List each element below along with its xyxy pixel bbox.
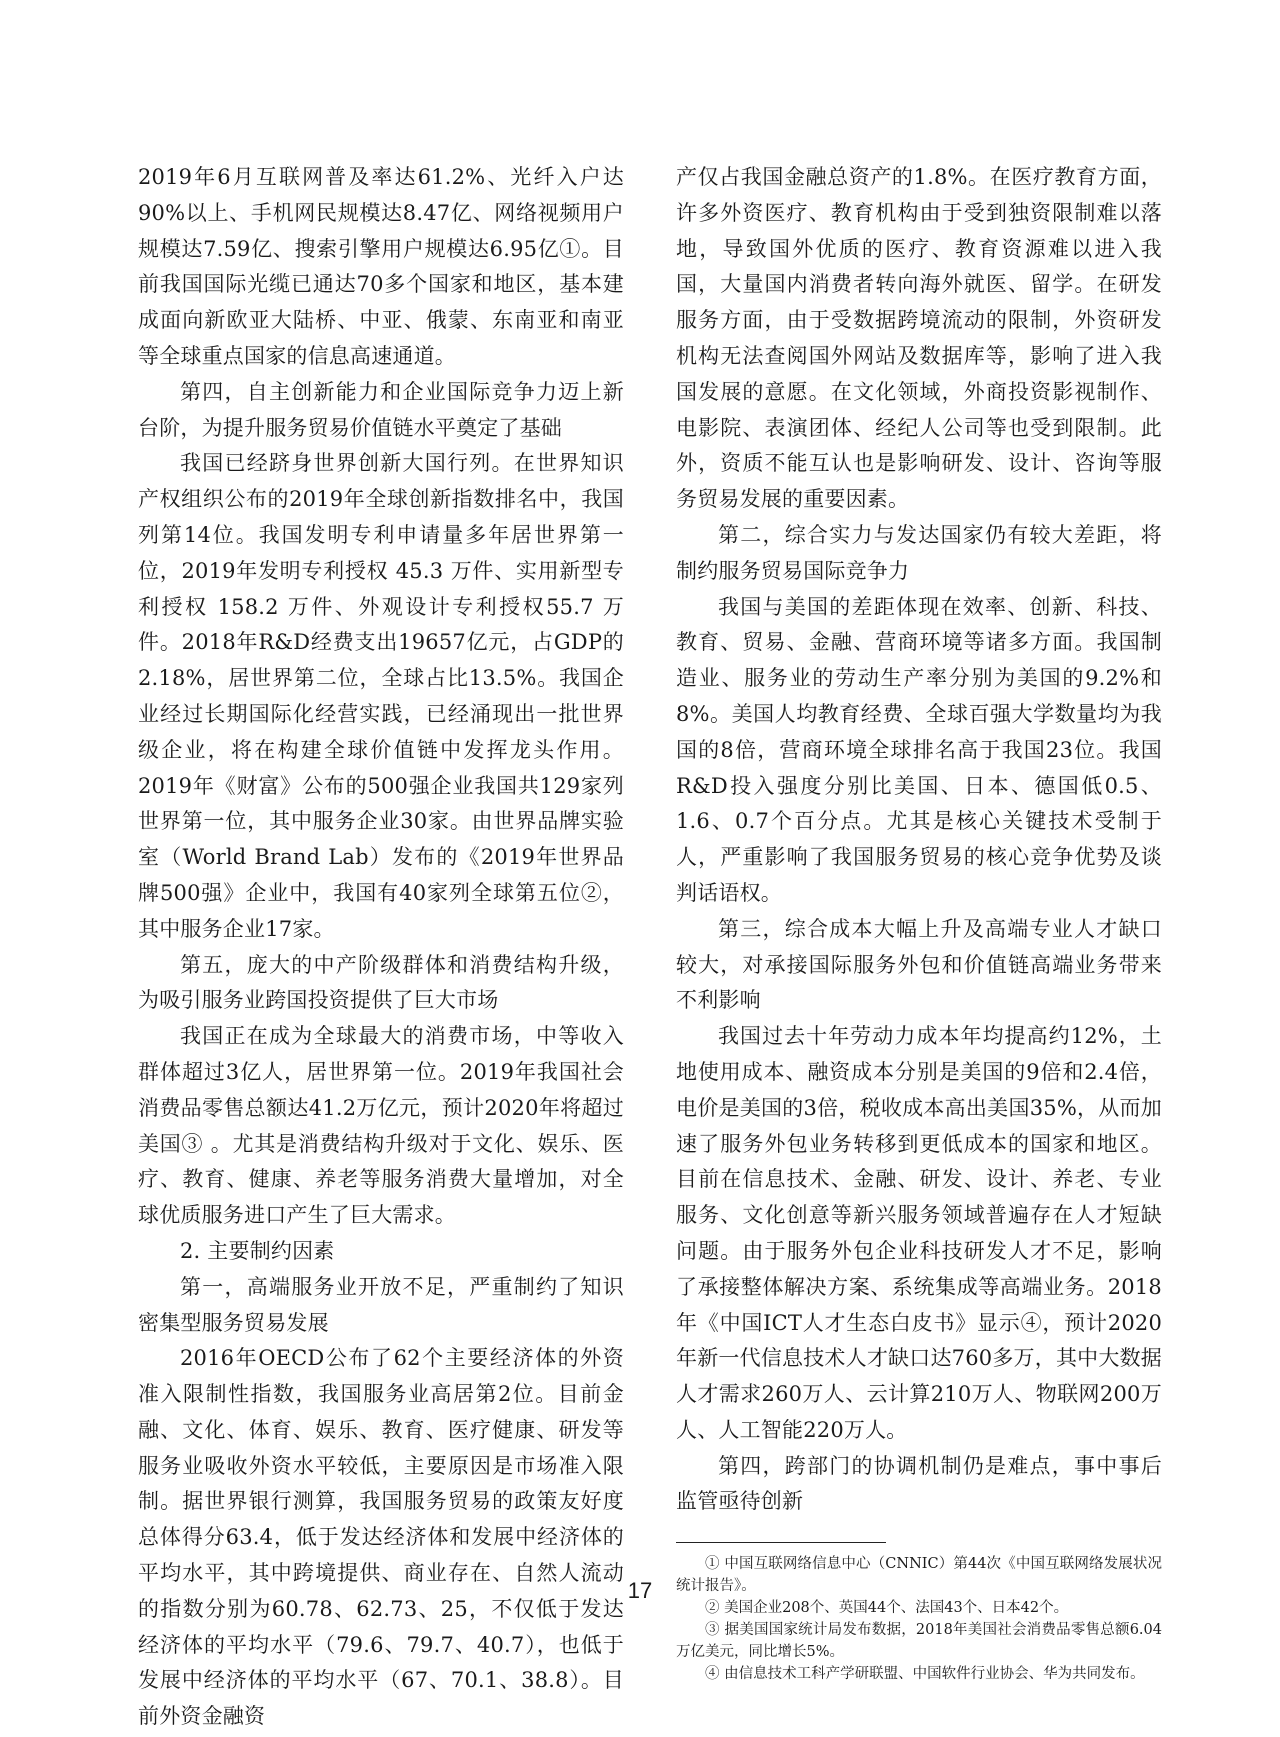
paragraph: 我国已经跻身世界创新大国行列。在世界知识产权组织公布的2019年全球创新指数排名中，我国列第14位。我国发明专利申请量多年居世界第一位，2019年发明专利授权 45.3 万件、实用新型专利授权 158.2 万件、外观设计专利授权55.7 万件。2018年R&D经费支出19657亿元，占GDP的2.18%，居世界第二位，全球占比13.5%。我国企业经过长期国际化经营实践，已经涌现出一批世界级企业，将在构建全球价值链中发挥龙头作用。2019年《财富》公布的500强企业我国共129家列世界第一位，其中服务企业30家。由世界品牌实验室（World Brand Lab）发布的《2019年世界品牌500强》企业中，我国有40家列全球第五位②，其中服务企业17家。 — [138, 451, 624, 941]
paragraph: 2019年6月互联网普及率达61.2%、光纤入户达90%以上、手机网民规模达8.47亿、网络视频用户规模达7.59亿、搜索引擎用户规模达6.95亿①。目前我国国际光缆已通达70多个国家和地区，基本建成面向新欧亚大陆桥、中亚、俄蒙、东南亚和南亚等全球重点国家的信息高速通道。 — [138, 165, 624, 368]
paragraph: 我国过去十年劳动力成本年均提高约12%，土地使用成本、融资成本分别是美国的9倍和2.4倍，电价是美国的3倍，税收成本高出美国35%，从而加速了服务外包业务转移到更低成本的国家和地区。目前在信息技术、金融、研发、设计、养老、专业服务、文化创意等新兴服务领域普遍存在人才短缺问题。由于服务外包企业科技研发人才不足，影响了承接整体解决方案、系统集成等高端业务。2018年《中国ICT人才生态白皮书》显示④，预计2020年新一代信息技术人才缺口达760多万，其中大数据人才需求260万人、云计算210万人、物联网200万人、人工智能220万人。 — [676, 1024, 1162, 1442]
section-heading: 第五，庞大的中产阶级群体和消费结构升级，为吸引服务业跨国投资提供了巨大市场 — [138, 952, 624, 1013]
subsection-heading: 2. 主要制约因素 — [180, 1238, 335, 1263]
left-column — [138, 160, 624, 1735]
right-column — [676, 160, 1162, 1685]
section-heading: 第四，跨部门的协调机制仍是难点，事中事后监管亟待创新 — [676, 1453, 1162, 1514]
paragraph: 2016年OECD公布了62个主要经济体的外资准入限制性指数，我国服务业高居第2位。目前金融、文化、体育、娱乐、教育、医疗健康、研发等服务业吸收外资水平较低，主要原因是市场准入限制。据世界银行测算，我国服务贸易的政策友好度总体得分63.4，低于发达经济体和发展中经济体的平均水平，其中跨境提供、商业存在、自然人流动的指数分别为60.78、62.73、25，不仅低于发达经济体的平均水平（79.6、79.7、40.7），也低于发展中经济体的平均水平（67、70.1、38.8）。目前外资金融资 — [138, 1346, 624, 1729]
footnote: ④ 由信息技术工科产学研联盟、中国软件行业协会、华为共同发布。 — [705, 1666, 1145, 1683]
paragraph: 我国正在成为全球最大的消费市场，中等收入群体超过3亿人，居世界第一位。2019年我国社会消费品零售总额达41.2万亿元，预计2020年将超过美国③ 。尤其是消费结构升级对于文化、娱乐、医疗、教育、健康、养老等服务消费大量增加，对全球优质服务进口产生了巨大需求。 — [138, 1024, 624, 1228]
footnote-divider — [676, 1542, 886, 1543]
footnotes — [676, 1553, 1162, 1685]
footnote: ② 美国企业208个、英国44个、法国43个、日本42个。 — [705, 1600, 1069, 1617]
section-heading: 第三，综合成本大幅上升及高端专业人才缺口较大，对承接国际服务外包和价值链高端业务带来不利影响 — [676, 916, 1162, 1013]
section-heading: 第一，高端服务业开放不足，严重制约了知识密集型服务贸易发展 — [138, 1274, 624, 1335]
page-number: 17 — [627, 1578, 653, 1603]
section-heading: 第四，自主创新能力和企业国际竞争力迈上新台阶，为提升服务贸易价值链水平奠定了基础 — [138, 379, 624, 440]
footnote: ① 中国互联网络信息中心（CNNIC）第44次《中国互联网络发展状况统计报告》。 — [676, 1556, 1162, 1595]
footnote: ③ 据美国国家统计局发布数据，2018年美国社会消费品零售总额6.04万亿美元，同比增长5%。 — [676, 1622, 1162, 1661]
paragraph: 产仅占我国金融总资产的1.8%。在医疗教育方面，许多外资医疗、教育机构由于受到独资限制难以落地，导致国外优质的医疗、教育资源难以进入我国，大量国内消费者转向海外就医、留学。在研发服务方面，由于受数据跨境流动的限制，外资研发机构无法查阅国外网站及数据库等，影响了进入我国发展的意愿。在文化领域，外商投资影视制作、电影院、表演团体、经纪人公司等也受到限制。此外，资质不能互认也是影响研发、设计、咨询等服务贸易发展的重要因素。 — [676, 165, 1162, 512]
paragraph: 我国与美国的差距体现在效率、创新、科技、教育、贸易、金融、营商环境等诸多方面。我国制造业、服务业的劳动生产率分别为美国的9.2%和8%。美国人均教育经费、全球百强大学数量均为我国的8倍，营商环境全球排名高于我国23位。我国R&D投入强度分别比美国、日本、德国低0.5、1.6、0.7个百分点。尤其是核心关键技术受制于人，严重影响了我国服务贸易的核心竞争优势及谈判话语权。 — [676, 594, 1162, 905]
section-heading: 第二，综合实力与发达国家仍有较大差距，将制约服务贸易国际竞争力 — [676, 522, 1162, 583]
